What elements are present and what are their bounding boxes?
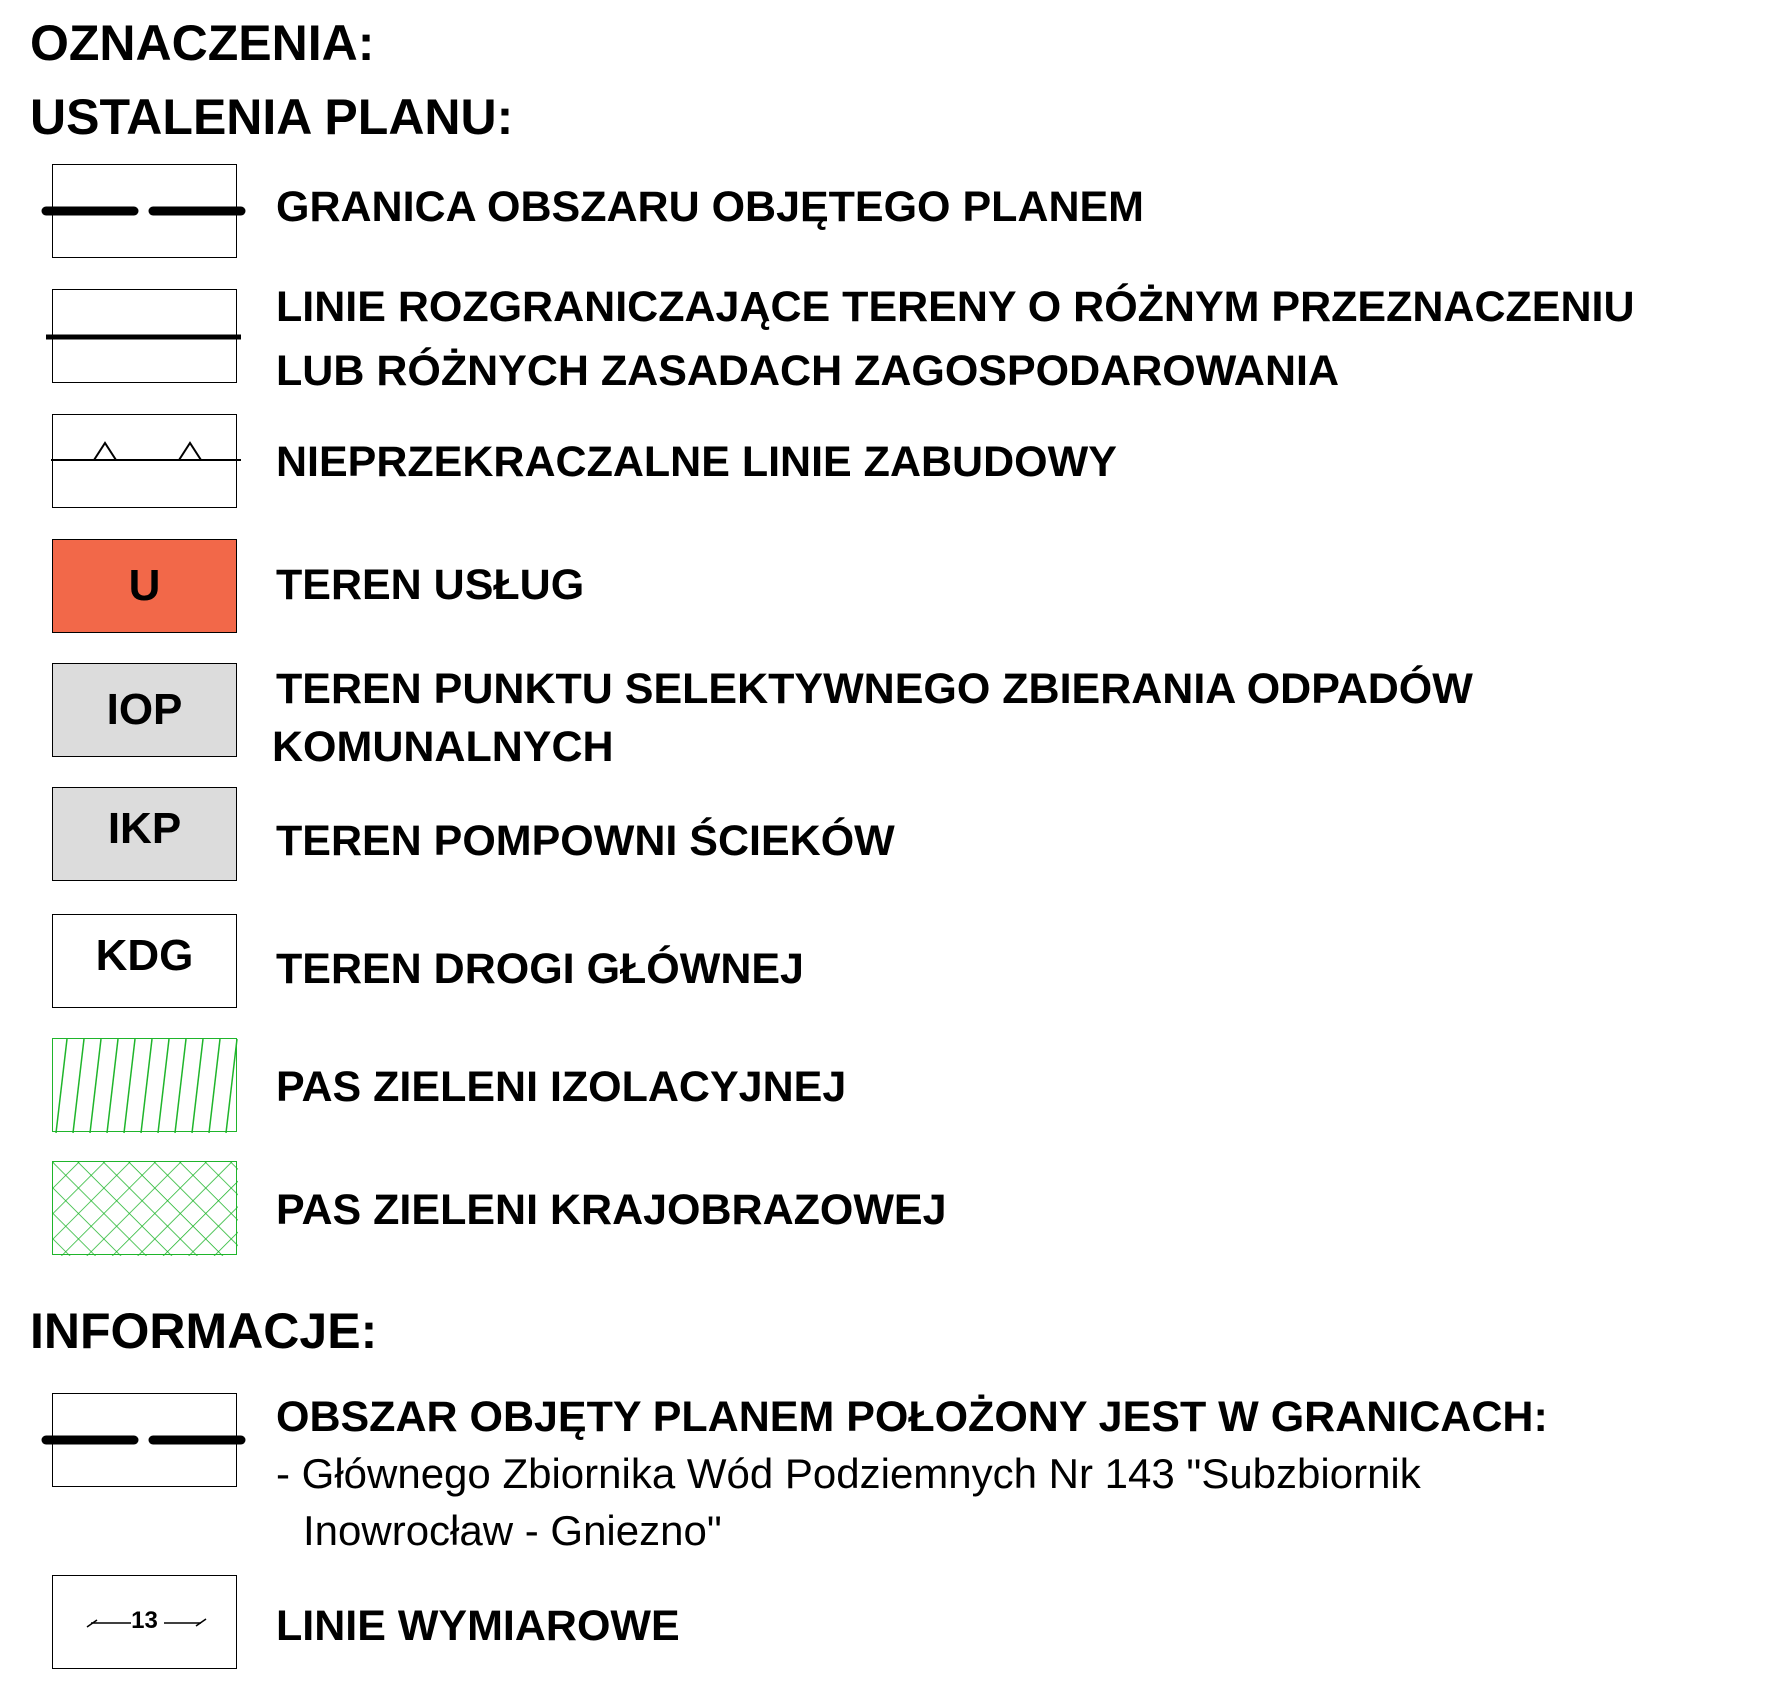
dividing-lines-label-2: LUB RÓŻNYCH ZASADACH ZAGOSPODAROWANIA	[276, 347, 1340, 395]
pumping-station-symbol	[52, 787, 237, 881]
dimension-lines-symbol	[52, 1575, 237, 1669]
waste-collection-symbol	[52, 663, 237, 757]
groundwater-detail-2: Inowrocław - Gniezno"	[303, 1507, 722, 1554]
main-road-label: TEREN DROGI GŁÓWNEJ	[276, 945, 804, 993]
pumping-station-code: IKP	[107, 804, 182, 853]
groundwater-detail-1: - Głównego Zbiornika Wód Podziemnych Nr 143 "Subzbiornik	[276, 1450, 1421, 1497]
services-area-code: U	[128, 561, 161, 610]
legend-title: OZNACZENIA:	[30, 15, 375, 71]
services-area-symbol	[52, 539, 237, 633]
waste-collection-code: IOP	[106, 685, 183, 734]
dividing-lines-symbol	[52, 289, 237, 383]
plan-boundary-symbol	[52, 164, 237, 258]
building-lines-label: NIEPRZEKRACZALNE LINIE ZABUDOWY	[276, 438, 1117, 486]
landscape-green-label: PAS ZIELENI KRAJOBRAZOWEJ	[276, 1186, 947, 1234]
plan-boundary-label: GRANICA OBSZARU OBJĘTEGO PLANEM	[276, 183, 1144, 231]
isolation-green-symbol	[52, 1038, 237, 1132]
diagonal-hatch-icon	[53, 1039, 238, 1133]
dividing-lines-label-1: LINIE ROZGRANICZAJĄCE TERENY O RÓŻNYM PRZEZNACZENIU	[276, 283, 1635, 331]
main-road-code: KDG	[95, 931, 194, 980]
dimension-value: 13	[131, 1607, 158, 1634]
thick-dashed-line-icon	[51, 1392, 241, 1490]
pumping-station-label: TEREN POMPOWNI ŚCIEKÓW	[276, 817, 895, 865]
solid-line-icon	[51, 288, 241, 386]
services-area-label: TEREN USŁUG	[276, 561, 585, 609]
triangle-line-icon	[51, 413, 241, 511]
dimension-lines-label: LINIE WYMIAROWE	[276, 1602, 680, 1650]
main-road-symbol	[52, 914, 237, 1008]
information-heading: INFORMACJE:	[30, 1303, 378, 1359]
waste-collection-label-1: TEREN PUNKTU SELEKTYWNEGO ZBIERANIA ODPADÓW	[276, 665, 1473, 713]
groundwater-area-label: OBSZAR OBJĘTY PLANEM POŁOŻONY JEST W GRANICACH:	[276, 1393, 1548, 1441]
cross-hatch-icon	[53, 1162, 238, 1256]
waste-collection-label-2: KOMUNALNYCH	[272, 723, 614, 771]
groundwater-area-symbol	[52, 1393, 237, 1487]
landscape-green-symbol	[52, 1161, 237, 1255]
isolation-green-label: PAS ZIELENI IZOLACYJNEJ	[276, 1063, 847, 1111]
plan-provisions-heading: USTALENIA PLANU:	[30, 89, 514, 145]
thick-dashed-line-icon	[51, 163, 241, 261]
building-lines-symbol	[52, 414, 237, 508]
